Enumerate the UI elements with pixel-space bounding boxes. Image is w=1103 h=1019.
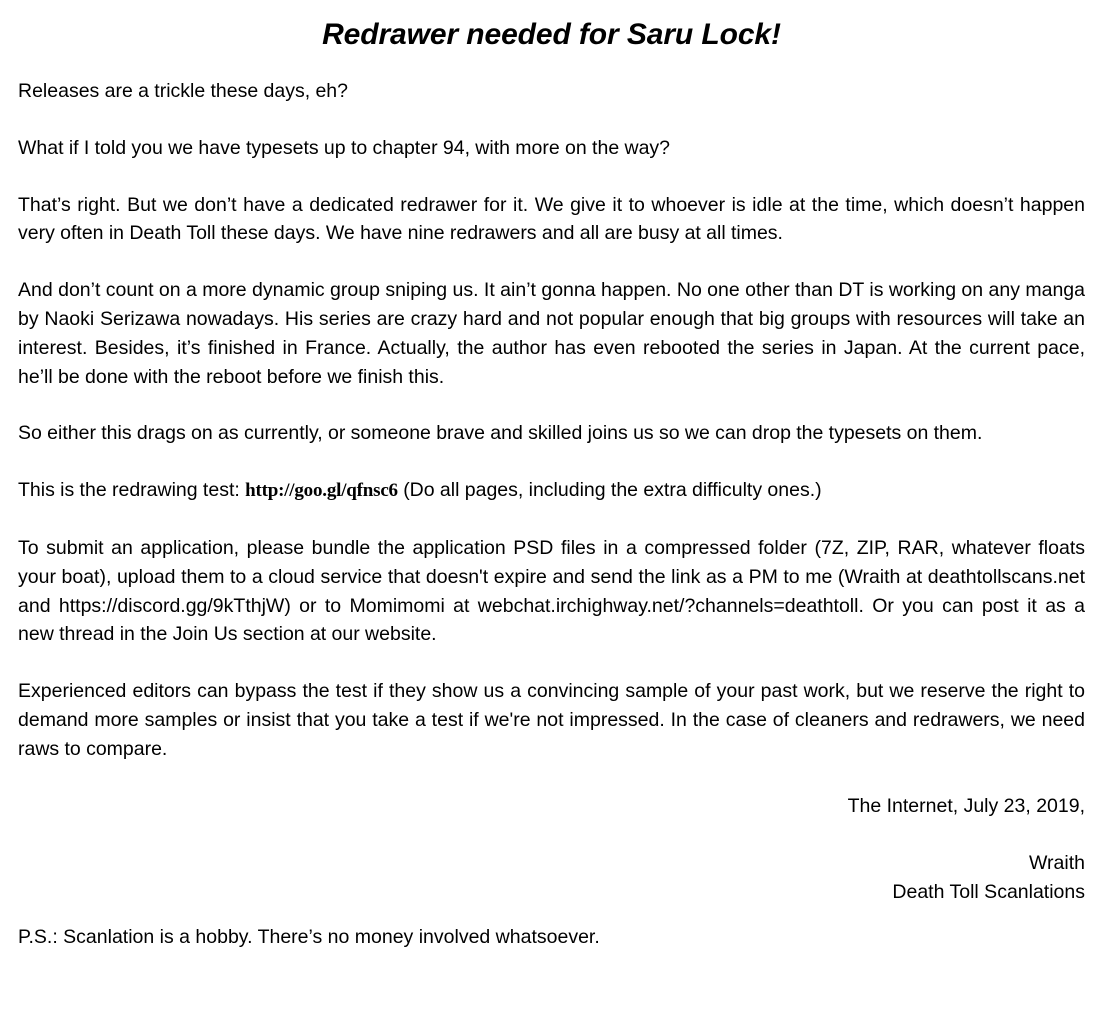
signature-place-date: The Internet, July 23, 2019, [847, 794, 1085, 817]
paragraph-releases: Releases are a trickle these days, eh? [18, 80, 348, 102]
page-title: Redrawer needed for Saru Lock! [322, 18, 781, 51]
paragraph-dynamic-group: And don’t count on a more dynamic group sniping us. It ain’t gonna happen. No one other than DT is working on any manga by Naoki Serizawa nowadays. His series are crazy hard and not popular enough that big groups with resources will take an interest. Besides, it’s finished in France. Actually, the author has even rebooted the series in Japan. At the current pace, he’ll be done with the reboot before we finish this. [18, 279, 1085, 388]
paragraph-experienced-editors: Experienced editors can bypass the test if they show us a convincing sample of your past work, but we reserve the right to demand more samples or insist that you take a test if we're not impressed. In the case of cleaners and redrawers, we need raws to compare. [18, 680, 1085, 760]
redrawing-test-link[interactable]: http://goo.gl/qfnsc6 [245, 480, 398, 502]
signature-group: Death Toll Scanlations [892, 880, 1085, 903]
signature-block [18, 792, 1085, 907]
document-body [18, 77, 1085, 764]
postscript-note: P.S.: Scanlation is a hobby. There’s no money involved whatsoever. [18, 925, 600, 948]
paragraph-redrawing-test [18, 476, 1085, 506]
paragraph-drags-on: So either this drags on as currently, or someone brave and skilled joins us so we can drop the typesets on them. [18, 422, 983, 445]
redrawing-test-suffix: (Do all pages, including the extra difficulty ones.) [397, 479, 822, 502]
signature-name: Wraith [1029, 852, 1085, 875]
signature-spacer [1080, 823, 1085, 845]
paragraph-submit-application: To submit an application, please bundle the application PSD files in a compressed folder (7Z, ZIP, RAR, whatever floats your boat), upload them to a cloud service that doesn't expire and send the link as a PM to me (Wraith at deathtollscans.net and https://discord.gg/9kTthjW) or to Momimomi at webchat.irchighway.net/?channels=deathtoll. Or you can post it as a new thread in the Join Us section at our website. [18, 536, 1085, 646]
paragraph-dedicated-redrawer: That’s right. But we don’t have a dedicated redrawer for it. We give it to whoever is idle at the time, which doesn’t happen very often in Death Toll these days. We have nine redrawers and all are busy at all times. [18, 193, 1085, 245]
paragraph-typesets: What if I told you we have typesets up to chapter 94, with more on the way? [18, 136, 671, 159]
redrawing-test-prefix: This is the redrawing test: [18, 479, 246, 502]
